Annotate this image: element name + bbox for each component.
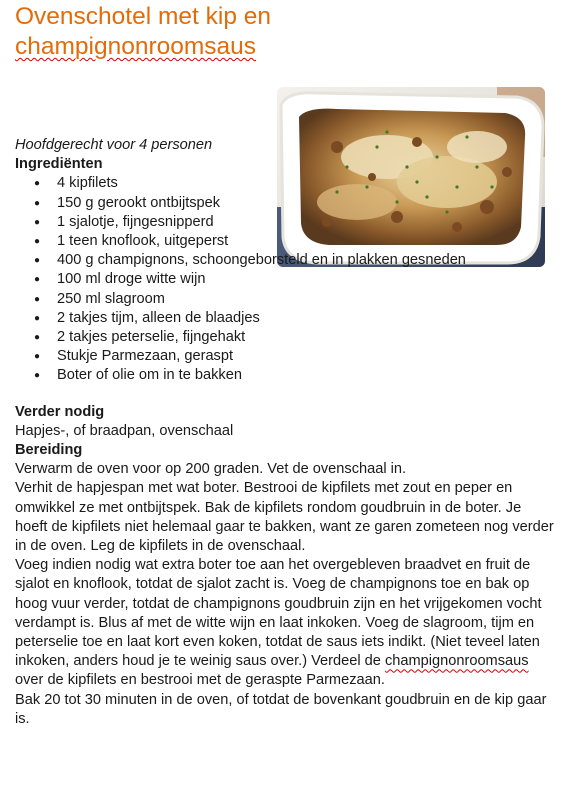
- ingredient-item: [15, 309, 555, 328]
- ingredient-item: [15, 232, 555, 251]
- ingredient-item: [15, 366, 555, 385]
- preparation-step-3-text: Voeg indien nodig wat extra boter toe aan het overgebleven braadvet en fruit de sjalot en knoflook, totdat de sjalot zacht is. Voeg de champignons toe en bak op hoog vuur verder, totdat de champignons goudbruin zijn en het vrijgekomen vocht verdampt is. Blus af met de witte wijn en laat inkoken. Voeg de slagroom, tijm en peterselie toe en laat kort even koken, totdat de saus iets indikt. (Niet teveel laten inkoken, anders houd je te weinig saus over.) Verdeel de: [15, 557, 542, 670]
- ingredient-text: 1 sjalotje, fijngesnipperd: [57, 213, 214, 230]
- ingredient-text: 4 kipfilets: [57, 175, 118, 192]
- ingredient-text: 150 g gerookt ontbijtspek: [57, 194, 221, 211]
- preparation-step-3-text-end: over de kipfilets en bestrooi met de geraspte Parmezaan.: [15, 672, 385, 689]
- ingredient-text: 2 takjes peterselie, fijngehakt: [57, 329, 246, 346]
- recipe-body: [15, 136, 555, 729]
- recipe-title: [15, 2, 345, 62]
- ingredient-item: [15, 251, 555, 270]
- ingredient-text: 400 g champignons, schoongeborsteld en in plakken gesneden: [57, 252, 466, 269]
- spellcheck-word: champignonroomsaus: [384, 653, 529, 670]
- ingredient-text: 2 takjes tijm, alleen de blaadjes: [57, 309, 260, 326]
- preparation-step-4: Bak 20 tot 30 minuten in de oven, of totdat de bovenkant goudbruin en de kip gaar is.: [15, 691, 547, 727]
- ingredient-item: [15, 328, 555, 347]
- recipe-title-line2: champignonroomsaus: [15, 33, 257, 60]
- ingredients-heading: Ingrediënten: [15, 156, 103, 173]
- preparation-step-1: Verwarm de oven voor op 200 graden. Vet de ovenschaal in.: [15, 461, 407, 478]
- ingredient-text: 1 teen knoflook, uitgeperst: [57, 233, 229, 250]
- ingredient-list: [15, 174, 555, 385]
- ingredient-text: Stukje Parmezaan, geraspt: [57, 348, 234, 365]
- bullet-icon: ●: [34, 236, 41, 248]
- ingredient-text: 250 ml slagroom: [57, 290, 165, 307]
- bullet-icon: ●: [34, 332, 41, 344]
- bullet-icon: ●: [34, 255, 41, 267]
- bullet-icon: ●: [34, 274, 41, 286]
- ingredient-item: [15, 290, 555, 309]
- ingredient-item: [15, 213, 555, 232]
- bullet-icon: ●: [34, 216, 41, 228]
- bullet-icon: ●: [34, 312, 41, 324]
- bullet-icon: ●: [34, 197, 41, 209]
- bullet-icon: ●: [34, 293, 41, 305]
- ingredient-item: [15, 194, 555, 213]
- ingredient-text: Boter of olie om in te bakken: [57, 367, 242, 384]
- ingredient-text: 100 ml droge witte wijn: [57, 271, 206, 288]
- bullet-icon: ●: [34, 178, 41, 190]
- extra-text: Hapjes-, of braadpan, ovenschaal: [15, 422, 234, 439]
- extra-heading: Verder nodig: [15, 403, 105, 420]
- recipe-subtitle: Hoofdgerecht voor 4 personen: [15, 137, 213, 153]
- recipe-title-line1: Ovenschotel met kip en: [15, 3, 272, 30]
- ingredient-item: [15, 270, 555, 289]
- preparation-step-2: Verhit de hapjespan met wat boter. Bestrooi de kipfilets met zout en peper en omwikkel ze met ontbijtspek. Bak de kipfilets rondom goudbruin in de boter. Je hoeft de kipfilets niet helemaal gaar te bakken, want ze garen zometeen nog verder in de oven. Leg de kipfilets in de ovenschaal.: [15, 480, 554, 555]
- bullet-icon: ●: [34, 370, 41, 382]
- preparation-step-3: [15, 556, 555, 690]
- ingredient-item: [15, 174, 555, 193]
- preparation-heading: Bereiding: [15, 442, 83, 459]
- bullet-icon: ●: [34, 351, 41, 363]
- ingredient-item: [15, 347, 555, 366]
